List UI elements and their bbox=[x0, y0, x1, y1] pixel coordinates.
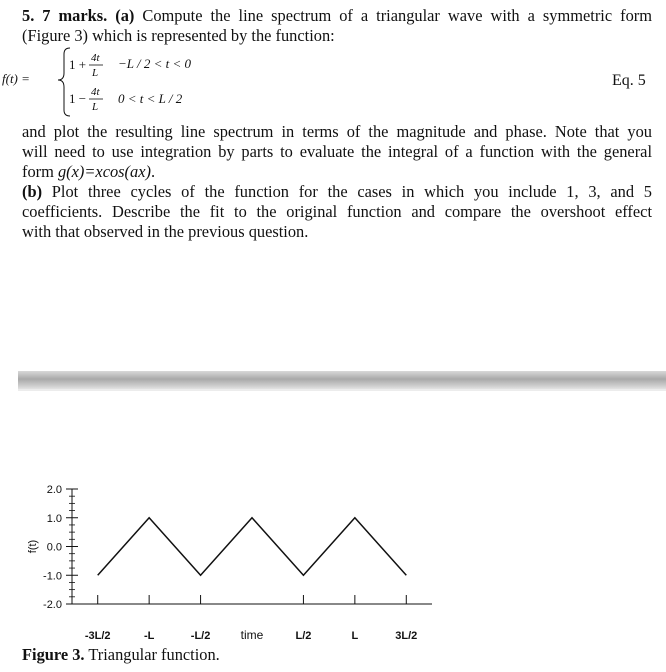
equation-lhs: f(t) = bbox=[2, 71, 30, 86]
x-tick-label: L/2 bbox=[295, 630, 312, 642]
case2-numerator: 4t bbox=[91, 86, 100, 98]
x-tick-label: -3L/2 bbox=[84, 630, 111, 642]
case2-condition: 0 < t < L / 2 bbox=[118, 91, 183, 106]
y-tick-label: 2.0 bbox=[46, 484, 62, 496]
intro-line-2: (Figure 3) which is represented by the function: bbox=[22, 26, 335, 45]
y-tick-label: -1.0 bbox=[43, 570, 62, 583]
y-tick-label: 1.0 bbox=[46, 512, 62, 525]
case1-numerator: 4t bbox=[91, 52, 100, 64]
intro-line-1: Compute the line spectrum of a triangular wave with a symmetric form bbox=[142, 6, 652, 25]
y-axis-label: f(t) bbox=[27, 539, 39, 554]
case1-denominator: L bbox=[92, 67, 99, 79]
case2-lead: 1 − bbox=[69, 91, 87, 106]
section-divider bbox=[18, 371, 666, 389]
form-suffix: . bbox=[150, 162, 156, 181]
form-expression: g(x)=xcos(ax) bbox=[57, 162, 151, 181]
triangular-wave-chart bbox=[0, 470, 666, 645]
equation-label: Eq. 5 bbox=[612, 72, 646, 89]
x-tick-label: L bbox=[351, 630, 359, 642]
part-b-label: (b) bbox=[22, 182, 43, 201]
x-tick-label: -L bbox=[143, 630, 155, 642]
x-tick-label: 3L/2 bbox=[395, 630, 418, 642]
figure-caption bbox=[22, 645, 220, 665]
form-prefix: form bbox=[22, 162, 58, 181]
y-tick-label: -2.0 bbox=[43, 599, 62, 611]
body-b-line-3: with that observed in the previous question. bbox=[22, 222, 309, 241]
x-tick-label: -L/2 bbox=[190, 630, 211, 642]
section-divider-shadow bbox=[18, 389, 666, 391]
piecewise-equation bbox=[0, 40, 240, 120]
body-line-1: and plot the resulting line spectrum in terms of the magnitude and phase. Note that you bbox=[22, 122, 652, 141]
case1-lead: 1 + bbox=[69, 57, 87, 72]
body-b-line-1 bbox=[22, 182, 652, 202]
caption-label: Figure 3. bbox=[22, 645, 85, 664]
body-line-2: will need to use integration by parts to evaluate the integral of a function with the general bbox=[22, 142, 652, 161]
question-body-b bbox=[22, 182, 652, 242]
part-a-label: (a) bbox=[115, 6, 135, 25]
series-line-f-of-t bbox=[98, 518, 407, 576]
part-b-text: Plot three cycles of the function for the cases in which you include 1, 3, and 5 bbox=[51, 182, 652, 201]
body-line-3 bbox=[22, 162, 652, 182]
x-axis-label: time bbox=[240, 628, 264, 642]
question-body-a bbox=[22, 122, 652, 182]
question-number: 5. 7 marks. bbox=[22, 6, 108, 25]
case2-denominator: L bbox=[92, 101, 99, 113]
y-tick-label: 0.0 bbox=[46, 541, 62, 554]
case1-condition: −L / 2 < t < 0 bbox=[118, 56, 192, 71]
body-b-line-2: coefficients. Describe the fit to the original function and compare the overshoot effect bbox=[22, 202, 652, 221]
caption-text: Triangular function. bbox=[88, 645, 220, 664]
